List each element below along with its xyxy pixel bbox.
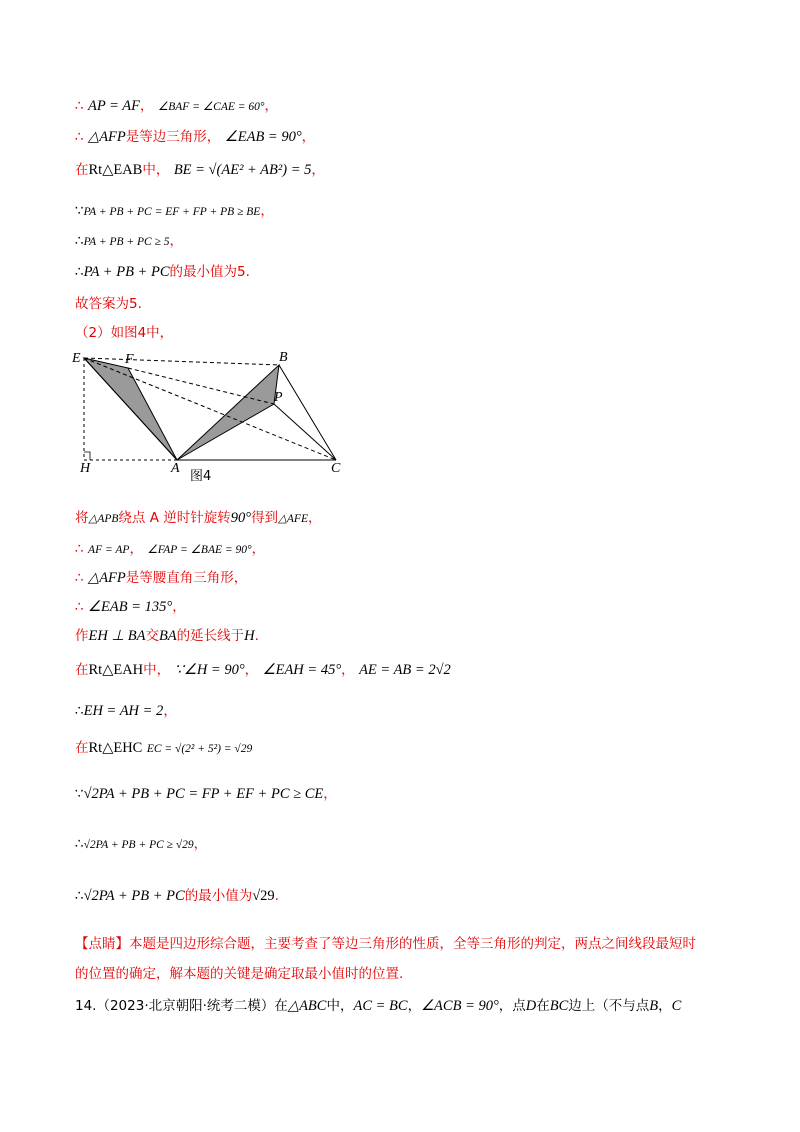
line-9: 将△APB绕点 A 逆时针旋转90°得到△AFE， (75, 510, 322, 526)
geometry-figure-4 (70, 348, 370, 488)
segment-eb (84, 358, 279, 365)
label-c: C (331, 461, 341, 476)
shaded-triangle-apb (177, 365, 279, 460)
line-22: 14.（2023·北京朝阳·统考二模）在△ABC中，AC = BC，∠ACB = 90°，点D在BC边上（不与点B，C (75, 998, 682, 1014)
line-4: ∵PA + PB + PC = EF + FP + PB ≥ BE， (75, 203, 274, 219)
line-21: 的位置的确定，解本题的关键是确定取最小值时的位置. (75, 966, 404, 982)
label-b: B (279, 350, 288, 365)
figure-caption: 图4 (190, 469, 212, 484)
line-19: ∴√2PA + PB + PC的最小值为√29. (75, 888, 279, 904)
line-14: 在Rt△EAH中， ∵∠H = 90°， ∠EAH = 45°， AE = AB = 2√2 (75, 662, 451, 678)
line-7: 故答案为5. (75, 296, 142, 312)
label-f: F (125, 352, 134, 367)
line-16: 在Rt△EHC EC = √(2² + 5²) = √29 (75, 740, 253, 756)
line-10: ∴ AF = AP， ∠FAP = ∠BAE = 90°， (75, 541, 266, 557)
line-13: 作EH ⊥ BA交BA的延长线于H. (75, 628, 259, 644)
line-18: ∴√2PA + PB + PC ≥ √29， (75, 836, 208, 852)
segment-bc (279, 365, 336, 460)
line-11: ∴ △AFP是等腰直角三角形， (75, 570, 248, 586)
label-p: P (274, 390, 283, 405)
line-1: ∴ AP = AF， ∠BAF = ∠CAE = 60°， (75, 98, 278, 114)
line-3: 在Rt△EAB中， BE = √(AE² + AB²) = 5， (75, 162, 325, 178)
line-15: ∴EH = AH = 2， (75, 703, 177, 719)
line-2: ∴ △AFP是等边三角形， ∠EAB = 90°， (75, 129, 316, 145)
label-e: E (72, 351, 81, 366)
line-8: （2）如图4中， (75, 325, 174, 341)
right-angle-mark (84, 452, 90, 460)
label-a: A (171, 461, 180, 476)
line-5: ∴PA + PB + PC ≥ 5， (75, 233, 184, 249)
label-h: H (80, 461, 91, 476)
line-20: 【点睛】本题是四边形综合题，主要考查了等边三角形的性质，全等三角形的判定，两点之间线段最短时 (75, 936, 696, 952)
line-17: ∵√2PA + PB + PC = FP + EF + PC ≥ CE， (75, 786, 337, 802)
segment-fp (128, 368, 274, 404)
line-12: ∴ ∠EAB = 135°， (75, 599, 186, 615)
line-6: ∴PA + PB + PC的最小值为5. (75, 264, 250, 280)
segment-pc (274, 404, 336, 460)
